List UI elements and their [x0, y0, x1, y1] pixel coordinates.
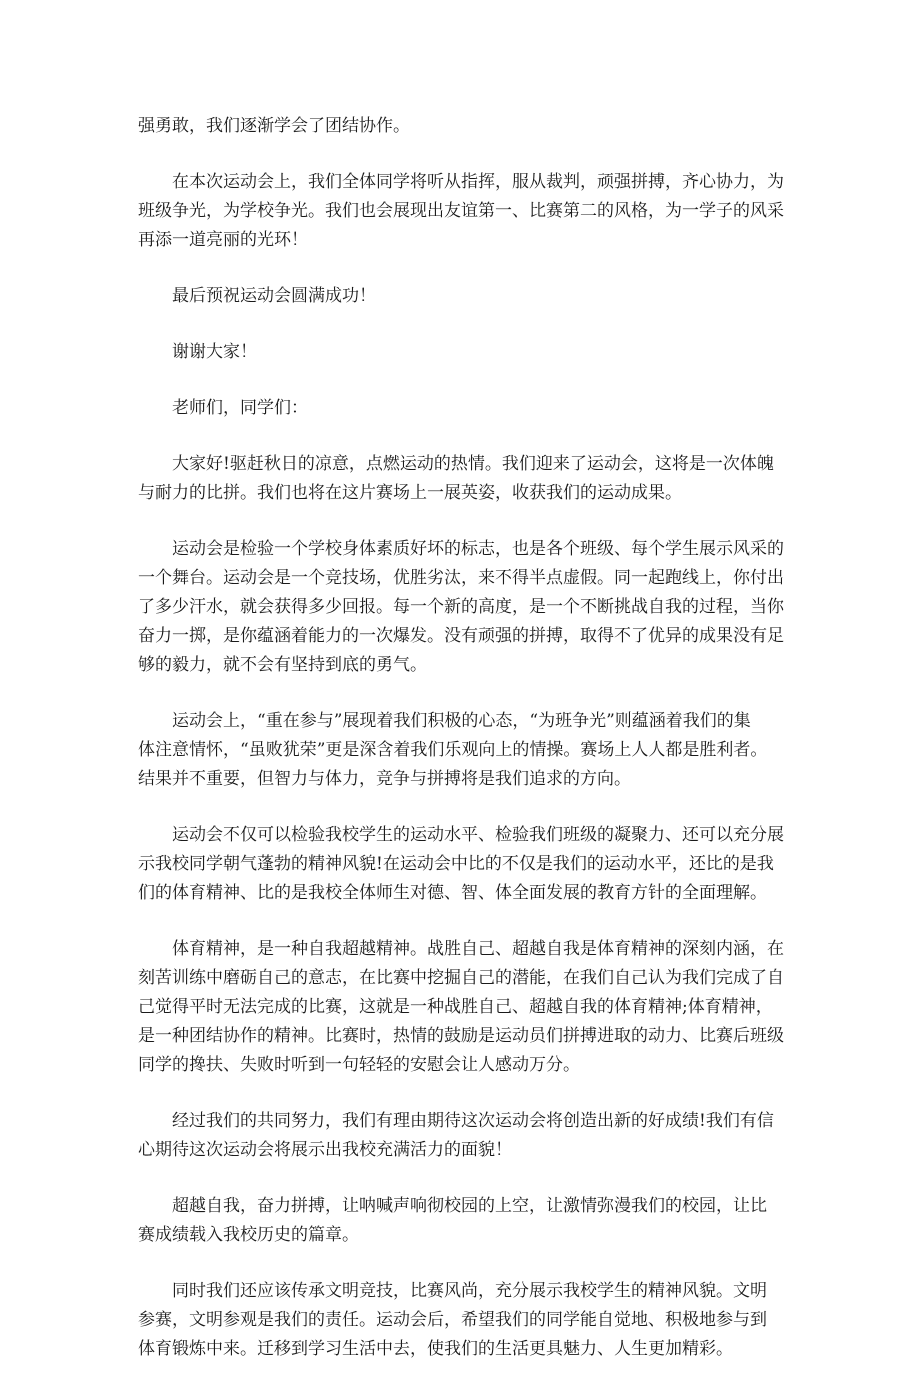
text-line: 一个舞台。运动会是一个竞技场，优胜劣汰，来不得半点虚假。同一起跑线上，你付出 — [138, 568, 784, 588]
text-line: 己觉得平时无法完成的比赛，这就是一种战胜自己、超越自我的体育精神;体育精神， — [138, 997, 773, 1017]
paragraph — [138, 112, 786, 141]
text-line: 在本次运动会上，我们全体同学将听从指挥，服从裁判，顽强拼搏，齐心协力，为 — [172, 172, 784, 192]
text-line: 同时我们还应该传承文明竞技，比赛风尚，充分展示我校学生的精神风貌。文明 — [172, 1281, 767, 1301]
text-line: 与耐力的比拼。我们也将在这片赛场上一展英姿，收获我们的运动成果。 — [138, 483, 682, 503]
text-line: 再添一道亮丽的光环！ — [138, 230, 308, 250]
text-line: 体注意情怀，“虽败犹荣”更是深含着我们乐观向上的情操。赛场上人人都是胜利者。 — [138, 740, 768, 760]
text-line: 老师们，同学们： — [172, 398, 308, 418]
text-line: 同学的搀扶、失败时听到一句轻轻的安慰会让人感动万分。 — [138, 1055, 580, 1075]
paragraph — [138, 338, 786, 367]
text-line: 强勇敢，我们逐渐学会了团结协作。 — [138, 116, 410, 136]
text-line: 了多少汗水，就会获得多少回报。每一个新的高度，是一个不断挑战自我的过程，当你 — [138, 597, 784, 617]
text-line: 超越自我，奋力拼搏，让呐喊声响彻校园的上空，让激情弥漫我们的校园，让比 — [172, 1196, 767, 1216]
text-line: 谢谢大家！ — [172, 342, 257, 362]
paragraph — [138, 282, 786, 311]
paragraph — [138, 1277, 786, 1364]
document-body — [138, 112, 786, 1391]
text-line: 够的毅力，就不会有坚持到底的勇气。 — [138, 655, 427, 675]
paragraph — [138, 168, 786, 255]
text-line: 体育精神，是一种自我超越精神。战胜自己、超越自我是体育精神的深刻内涵，在 — [172, 939, 784, 959]
text-line: 是一种团结协作的精神。比赛时，热情的鼓励是运动员们拼搏进取的动力、比赛后班级 — [138, 1026, 784, 1046]
text-line: 心期待这次运动会将展示出我校充满活力的面貌！ — [138, 1140, 512, 1160]
text-line: 赛成绩载入我校历史的篇章。 — [138, 1225, 359, 1245]
text-line: 班级争光，为学校争光。我们也会展现出友谊第一、比赛第二的风格，为一学子的风采 — [138, 201, 784, 221]
text-line: 奋力一掷，是你蕴涵着能力的一次爆发。没有顽强的拼搏，取得不了优异的成果没有足 — [138, 626, 784, 646]
paragraph — [138, 1192, 786, 1250]
text-line: 体育锻炼中来。迁移到学习生活中去，使我们的生活更具魅力、人生更加精彩。 — [138, 1339, 733, 1359]
paragraph — [138, 1107, 786, 1165]
text-line: 结果并不重要，但智力与体力，竞争与拼搏将是我们追求的方向。 — [138, 769, 631, 789]
paragraph — [138, 450, 786, 508]
text-line: 大家好!驱赶秋日的凉意，点燃运动的热情。我们迎来了运动会，这将是一次体魄 — [172, 454, 774, 474]
text-line: 刻苦训练中磨砺自己的意志，在比赛中挖掘自己的潜能，在我们自己认为我们完成了自 — [138, 968, 784, 988]
text-line: 运动会上，“重在参与”展现着我们积极的心态，“为班争光”则蕴涵着我们的集 — [172, 711, 751, 731]
text-line: 运动会是检验一个学校身体素质好坏的标志，也是各个班级、每个学生展示风采的 — [172, 539, 784, 559]
paragraph — [138, 535, 786, 680]
text-line: 运动会不仅可以检验我校学生的运动水平、检验我们班级的凝聚力、还可以充分展 — [172, 825, 784, 845]
paragraph — [138, 821, 786, 908]
text-line: 参赛，文明参观是我们的责任。运动会后，希望我们的同学能自觉地、积极地参与到 — [138, 1310, 767, 1330]
text-line: 最后预祝运动会圆满成功！ — [172, 286, 376, 306]
paragraph — [138, 935, 786, 1080]
text-line: 们的体育精神、比的是我校全体师生对德、智、体全面发展的教育方针的全面理解。 — [138, 883, 767, 903]
text-line: 示我校同学朝气蓬勃的精神风貌!在运动会中比的不仅是我们的运动水平，还比的是我 — [138, 854, 774, 874]
text-line: 经过我们的共同努力，我们有理由期待这次运动会将创造出新的好成绩!我们有信 — [172, 1111, 774, 1131]
paragraph — [138, 707, 786, 794]
paragraph — [138, 394, 786, 423]
